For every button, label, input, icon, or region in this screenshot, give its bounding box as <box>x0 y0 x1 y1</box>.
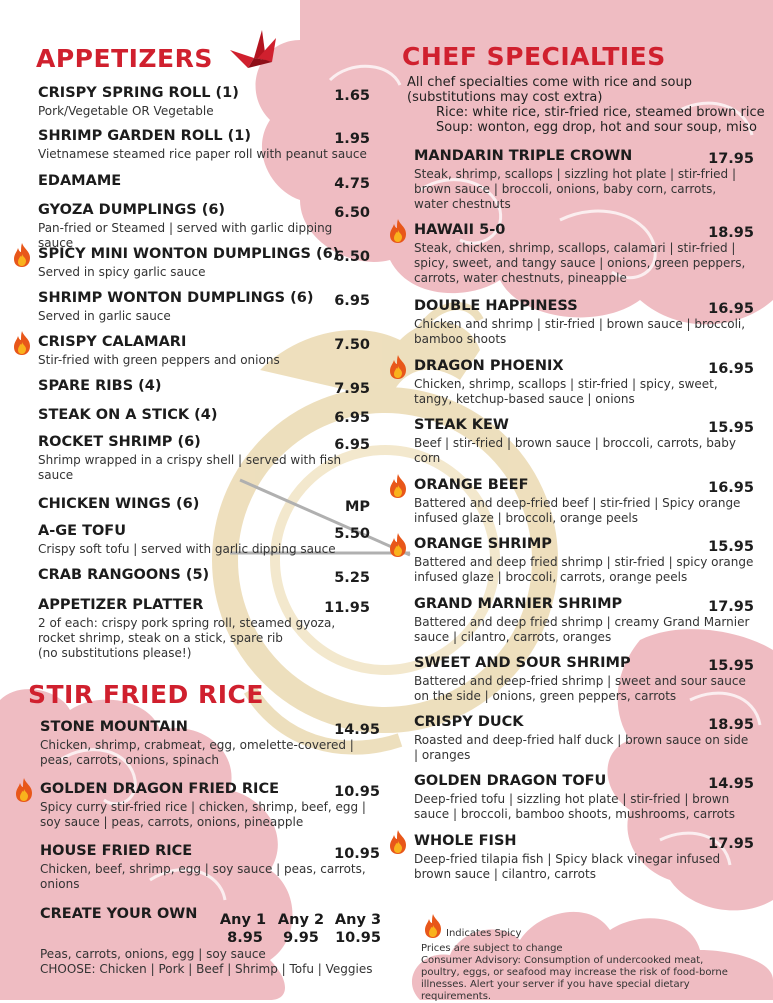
consumer-advisory: Consumer Advisory: Consumption of undercooked meat, poultry, eggs, or seafood may increase the risk of food-borne illnesses. Alert your server if you have special dietary requirements. <box>421 955 741 1003</box>
item-description: Battered and deep fried shrimp | creamy Grand Marnier sauce | cilantro, carrots, oranges <box>414 615 754 645</box>
chef-intro-line2: (substitutions may cost extra) <box>407 90 602 105</box>
menu-item <box>414 417 754 466</box>
menu-item <box>38 434 370 483</box>
menu-item <box>38 567 370 586</box>
fire-icon <box>387 532 409 558</box>
item-name: EDAMAME <box>38 173 370 190</box>
item-name: MANDARIN TRIPLE CROWN <box>414 148 754 165</box>
item-description: Crispy soft tofu | served with garlic dipping sauce <box>38 542 370 557</box>
item-name: WHOLE FISH <box>414 833 754 850</box>
item-price: 6.50 <box>334 249 370 265</box>
menu-item <box>38 246 370 280</box>
menu-item <box>38 290 370 324</box>
menu-item <box>414 714 754 763</box>
item-price: 6.95 <box>334 410 370 426</box>
item-description: Steak, shrimp, scallops | sizzling hot plate | stir-fried | brown sauce | broccoli, onions, baby corn, carrots, water chestnuts <box>414 167 754 212</box>
item-price: 1.65 <box>334 88 370 104</box>
item-price: 11.95 <box>324 600 370 616</box>
menu-item <box>414 536 754 585</box>
item-price: 16.95 <box>708 361 754 377</box>
item-price: 17.95 <box>708 836 754 852</box>
any-2-price: 9.95 <box>276 930 326 946</box>
menu-item <box>38 597 370 661</box>
menu-item <box>414 833 754 882</box>
item-description: Battered and deep-fried shrimp | sweet and sour sauce on the side | onions, green peppers, carrots <box>414 674 754 704</box>
item-price: 6.95 <box>334 293 370 309</box>
item-price: 6.95 <box>334 437 370 453</box>
item-price: 17.95 <box>708 151 754 167</box>
any-2-label: Any 2 <box>276 912 326 928</box>
fire-icon <box>13 777 35 803</box>
fire-icon <box>11 330 33 356</box>
item-name: STONE MOUNTAIN <box>40 719 380 736</box>
item-price: 5.25 <box>334 570 370 586</box>
fire-icon <box>387 473 409 499</box>
item-description: Pan-fried or Steamed | served with garlic dipping sauce <box>38 221 370 251</box>
any-1-label: Any 1 <box>218 912 268 928</box>
item-name: HOUSE FRIED RICE <box>40 843 380 860</box>
item-description: Battered and deep fried shrimp | stir-fried | spicy orange infused glaze | broccoli, carrots, orange peels <box>414 555 754 585</box>
item-name: A-GE TOFU <box>38 523 370 540</box>
item-name: CRISPY CALAMARI <box>38 334 370 351</box>
item-price: 15.95 <box>708 658 754 674</box>
stir-fried-rice-title: STIR FRIED RICE <box>28 680 264 709</box>
item-name: DOUBLE HAPPINESS <box>414 298 754 315</box>
item-description: Chicken, shrimp, scallops | stir-fried | spicy, sweet, tangy, ketchup-based sauce | onions <box>414 377 754 407</box>
menu-item <box>40 843 380 892</box>
item-description: Shrimp wrapped in a crispy shell | served with fish sauce <box>38 453 370 483</box>
item-price: 1.95 <box>334 131 370 147</box>
item-description: Chicken and shrimp | stir-fried | brown sauce | broccoli, bamboo shoots <box>414 317 754 347</box>
item-description: Pork/Vegetable OR Vegetable <box>38 104 370 119</box>
item-name: GRAND MARNIER SHRIMP <box>414 596 754 613</box>
origami-crane-logo <box>228 28 292 70</box>
menu-item <box>38 202 370 251</box>
item-description: Steak, chicken, shrimp, scallops, calamari | stir-fried | spicy, sweet, and tangy sauce | onions, green peppers, carrots, water chestnuts, pineapple <box>414 241 754 286</box>
item-description: Chicken, shrimp, crabmeat, egg, omelette-covered | peas, carrots, onions, spinach <box>40 738 380 768</box>
menu-item <box>38 496 370 515</box>
fire-icon <box>387 218 409 244</box>
any-3-price: 10.95 <box>333 930 383 946</box>
menu-item <box>38 407 370 426</box>
prices-note: Prices are subject to change <box>421 943 563 955</box>
item-name: ORANGE SHRIMP <box>414 536 754 553</box>
item-price: 15.95 <box>708 539 754 555</box>
menu-item <box>414 222 754 286</box>
item-price: 16.95 <box>708 480 754 496</box>
item-description: 2 of each: crispy pork spring roll, steamed gyoza, rocket shrimp, steak on a stick, spare rib <box>38 616 370 646</box>
menu-item <box>40 719 380 768</box>
menu-item <box>38 523 370 557</box>
chef-specialties-title: CHEF SPECIALTIES <box>402 42 666 71</box>
item-price: 14.95 <box>334 722 380 738</box>
fire-icon <box>11 242 33 268</box>
item-price: 7.50 <box>334 337 370 353</box>
appetizers-title: APPETIZERS <box>36 44 213 73</box>
item-name: STEAK KEW <box>414 417 754 434</box>
item-name: CRAB RANGOONS (5) <box>38 567 370 584</box>
item-name: GOLDEN DRAGON TOFU <box>414 773 754 790</box>
item-name: ROCKET SHRIMP (6) <box>38 434 370 451</box>
item-price: 4.75 <box>334 176 370 192</box>
item-name: CRISPY SPRING ROLL (1) <box>38 85 370 102</box>
item-description: Vietnamese steamed rice paper roll with peanut sauce <box>38 147 370 162</box>
item-description: Deep-fried tilapia fish | Spicy black vinegar infused brown sauce | cilantro, carrots <box>414 852 754 882</box>
item-name: APPETIZER PLATTER <box>38 597 370 614</box>
item-price: 14.95 <box>708 776 754 792</box>
item-price: 17.95 <box>708 599 754 615</box>
create-your-own-base: Peas, carrots, onions, egg | soy sauce <box>40 947 266 961</box>
chef-intro-line1: All chef specialties come with rice and soup <box>407 75 692 90</box>
menu-item <box>414 477 754 526</box>
item-name: SPICY MINI WONTON DUMPLINGS (6) <box>38 246 370 263</box>
item-description: Battered and deep-fried beef | stir-fried | Spicy orange infused glaze | broccoli, orange peels <box>414 496 754 526</box>
item-price: 7.95 <box>334 381 370 397</box>
spicy-legend: Indicates Spicy <box>446 928 521 940</box>
item-description: Roasted and deep-fried half duck | brown sauce on side | oranges <box>414 733 754 763</box>
item-price: 6.50 <box>334 205 370 221</box>
fire-icon <box>422 913 444 939</box>
menu-item <box>38 378 370 397</box>
item-name: ORANGE BEEF <box>414 477 754 494</box>
item-price: 16.95 <box>708 301 754 317</box>
item-name: SHRIMP WONTON DUMPLINGS (6) <box>38 290 370 307</box>
item-name: STEAK ON A STICK (4) <box>38 407 370 424</box>
item-description: Served in spicy garlic sauce <box>38 265 370 280</box>
create-your-own-choose: CHOOSE: Chicken | Pork | Beef | Shrimp | Tofu | Veggies <box>40 962 373 976</box>
item-name: SPARE RIBS (4) <box>38 378 370 395</box>
item-name: CHICKEN WINGS (6) <box>38 496 370 513</box>
menu-item <box>40 781 380 830</box>
item-price: 10.95 <box>334 784 380 800</box>
menu-item <box>38 334 370 368</box>
item-name: CRISPY DUCK <box>414 714 754 731</box>
any-1-price: 8.95 <box>220 930 270 946</box>
menu-item <box>38 173 370 192</box>
chef-rice-options: Rice: white rice, stir-fried rice, steamed brown rice <box>436 105 765 120</box>
chef-soup-options: Soup: wonton, egg drop, hot and sour soup, miso <box>436 120 757 135</box>
item-note: (no substitutions please!) <box>38 646 370 661</box>
item-description: Beef | stir-fried | brown sauce | broccoli, carrots, baby corn <box>414 436 754 466</box>
item-price: 18.95 <box>708 225 754 241</box>
item-price: 15.95 <box>708 420 754 436</box>
item-description: Served in garlic sauce <box>38 309 370 324</box>
item-description: Chicken, beef, shrimp, egg | soy sauce | peas, carrots, onions <box>40 862 380 892</box>
item-price: 10.95 <box>334 846 380 862</box>
menu-item <box>414 773 754 822</box>
menu-item <box>38 85 370 119</box>
item-description: Spicy curry stir-fried rice | chicken, shrimp, beef, egg | soy sauce | peas, carrots, onions, pineapple <box>40 800 380 830</box>
item-name: DRAGON PHOENIX <box>414 358 754 375</box>
fire-icon <box>387 354 409 380</box>
menu-item <box>414 655 754 704</box>
menu-item <box>414 298 754 347</box>
item-description: Deep-fried tofu | sizzling hot plate | stir-fried | brown sauce | broccoli, bamboo shoots, mushrooms, carrots <box>414 792 754 822</box>
item-price: MP <box>345 499 370 515</box>
item-price: 18.95 <box>708 717 754 733</box>
item-description: Stir-fried with green peppers and onions <box>38 353 370 368</box>
item-name: SWEET AND SOUR SHRIMP <box>414 655 754 672</box>
menu-item <box>414 596 754 645</box>
menu-item <box>38 128 370 162</box>
item-name: GOLDEN DRAGON FRIED RICE <box>40 781 380 798</box>
item-price: 5.50 <box>334 526 370 542</box>
item-name: SHRIMP GARDEN ROLL (1) <box>38 128 370 145</box>
fire-icon <box>387 829 409 855</box>
menu-item <box>414 358 754 407</box>
item-name: GYOZA DUMPLINGS (6) <box>38 202 370 219</box>
any-3-label: Any 3 <box>333 912 383 928</box>
create-your-own-title: CREATE YOUR OWN <box>40 906 197 923</box>
item-name: HAWAII 5-0 <box>414 222 754 239</box>
menu-item <box>414 148 754 212</box>
